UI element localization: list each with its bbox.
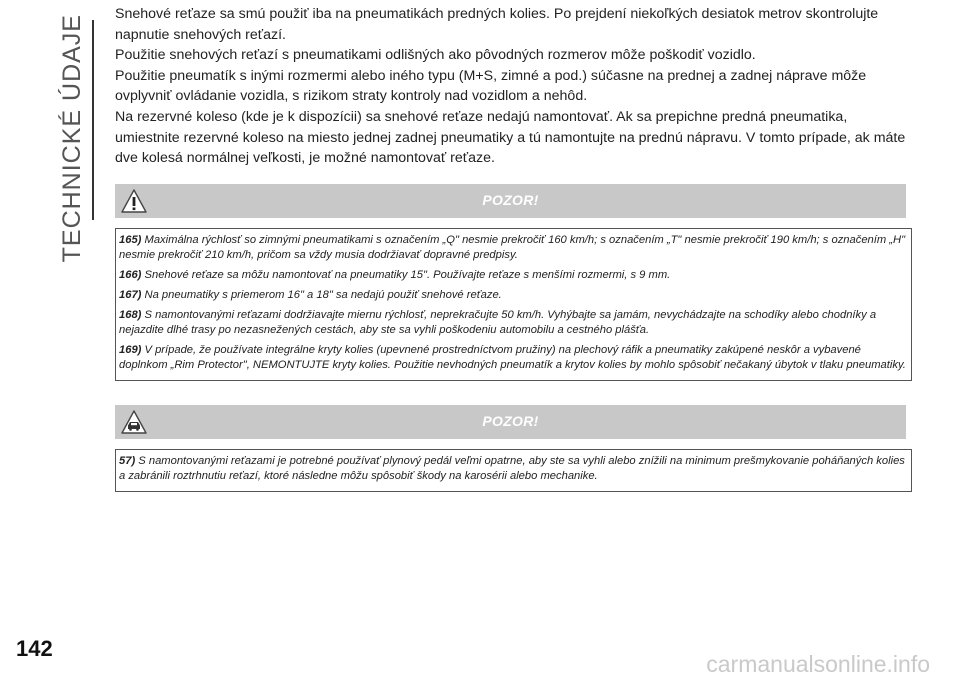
paragraph: Použitie snehových reťazí s pneumatikami odlišných ako pôvodných rozmerov môže poškodiť vozidlo. — [115, 47, 756, 64]
warning-item — [119, 268, 908, 283]
item-text: Snehové reťaze sa môžu namontovať na pneumatiky 15". Používajte reťaze s menšími rozmermi, s 9 mm. — [144, 269, 671, 281]
item-text: S namontovanými reťazami je potrebné používať plynový pedál veľmi opatrne, aby ste sa vyhli alebo znížili na minimum prešmykovanie poháňaných kolies a zabránili roztrhnutiu reťazí, ktoré následne môžu spôsobiť škody na karosérii alebo mechanike. — [119, 455, 905, 482]
warning-title: POZOR! — [482, 413, 539, 429]
paragraph: Na rezervné koleso (kde je k dispozícii) sa snehové reťaze nedajú namontovať. Ak sa prepichne predná pneumatika, umiestnite rezervné koleso na miesto jednej zadnej pneumatiky a tú namontujte na prednú nápravu. V tomto prípade, ak máte dve kolesá normálnej veľkosti, je možné namontovať reťaze. — [115, 108, 906, 167]
item-number: 166) — [119, 269, 142, 281]
item-number: 57) — [119, 455, 136, 467]
item-text: S namontovanými reťazami dodržiavajte miernu rýchlosť, neprekračujte 50 km/h. Vyhýbajte sa jamám, nevychádzajte na schodíky alebo chodníky a nejazdite dlhé trasy po nezasnežených cestách, aby ste sa vyhli poškodeniu automobilu a cestného plášťa. — [119, 309, 877, 336]
section-title — [52, 13, 92, 263]
warning-header-2 — [115, 405, 906, 439]
watermark: carmanualsonline.info — [706, 651, 930, 677]
warning-item — [119, 233, 908, 263]
warning-box-1 — [115, 228, 912, 381]
warning-box-2 — [115, 449, 912, 492]
warning-item — [119, 343, 908, 373]
section-divider — [92, 20, 94, 220]
page-number: 142 — [16, 636, 53, 661]
item-number: 168) — [119, 309, 142, 321]
warning-item — [119, 454, 908, 484]
item-number: 165) — [119, 234, 142, 246]
paragraph: Snehové reťaze sa smú použiť iba na pneumatikách predných kolies. Po prejdení niekoľkých desiatok metrov skontrolujte napnutie snehových reťazí. — [115, 6, 879, 43]
paragraph: Použitie pneumatík s inými rozmermi alebo iného typu (M+S, zimné a pod.) súčasne na prednej a zadnej náprave môže ovplyvniť ovládanie vozidla, s rizikom straty kontroly nad vozidlom a nehôd. — [115, 67, 867, 105]
warning-header-1 — [115, 184, 906, 218]
item-text: Na pneumatiky s priemerom 16" a 18" sa nedajú použiť snehové reťaze. — [144, 289, 502, 301]
item-number: 169) — [119, 344, 142, 356]
warning-item — [119, 308, 908, 338]
item-number: 167) — [119, 289, 142, 301]
warning-item — [119, 288, 908, 303]
warning-title: POZOR! — [482, 192, 539, 208]
body-text — [115, 4, 915, 169]
item-text: V prípade, že používate integrálne kryty kolies (upevnené prostredníctvom pružiny) na plechový ráfik a pneumatiky zakúpené neskôr a vybavené doplnkom „Rim Protector", NEMONTUJTE kryty kolies. Použitie nevhodných pneumatík a krytov kolies by mohlo spôsobiť nečakaný úbytok v tlaku pneumatiky. — [119, 344, 906, 371]
item-text: Maximálna rýchlosť so zimnými pneumatikami s označením „Q" nesmie prekročiť 160 km/h; s označením „T" nesmie prekročiť 190 km/h; s označením „H" nesmie prekročiť 210 km/h, pričom sa vždy musia dodržiavať dopravné predpisy. — [119, 234, 906, 261]
section-title-text: TECHNICKÉ ÚDAJE — [57, 13, 86, 263]
